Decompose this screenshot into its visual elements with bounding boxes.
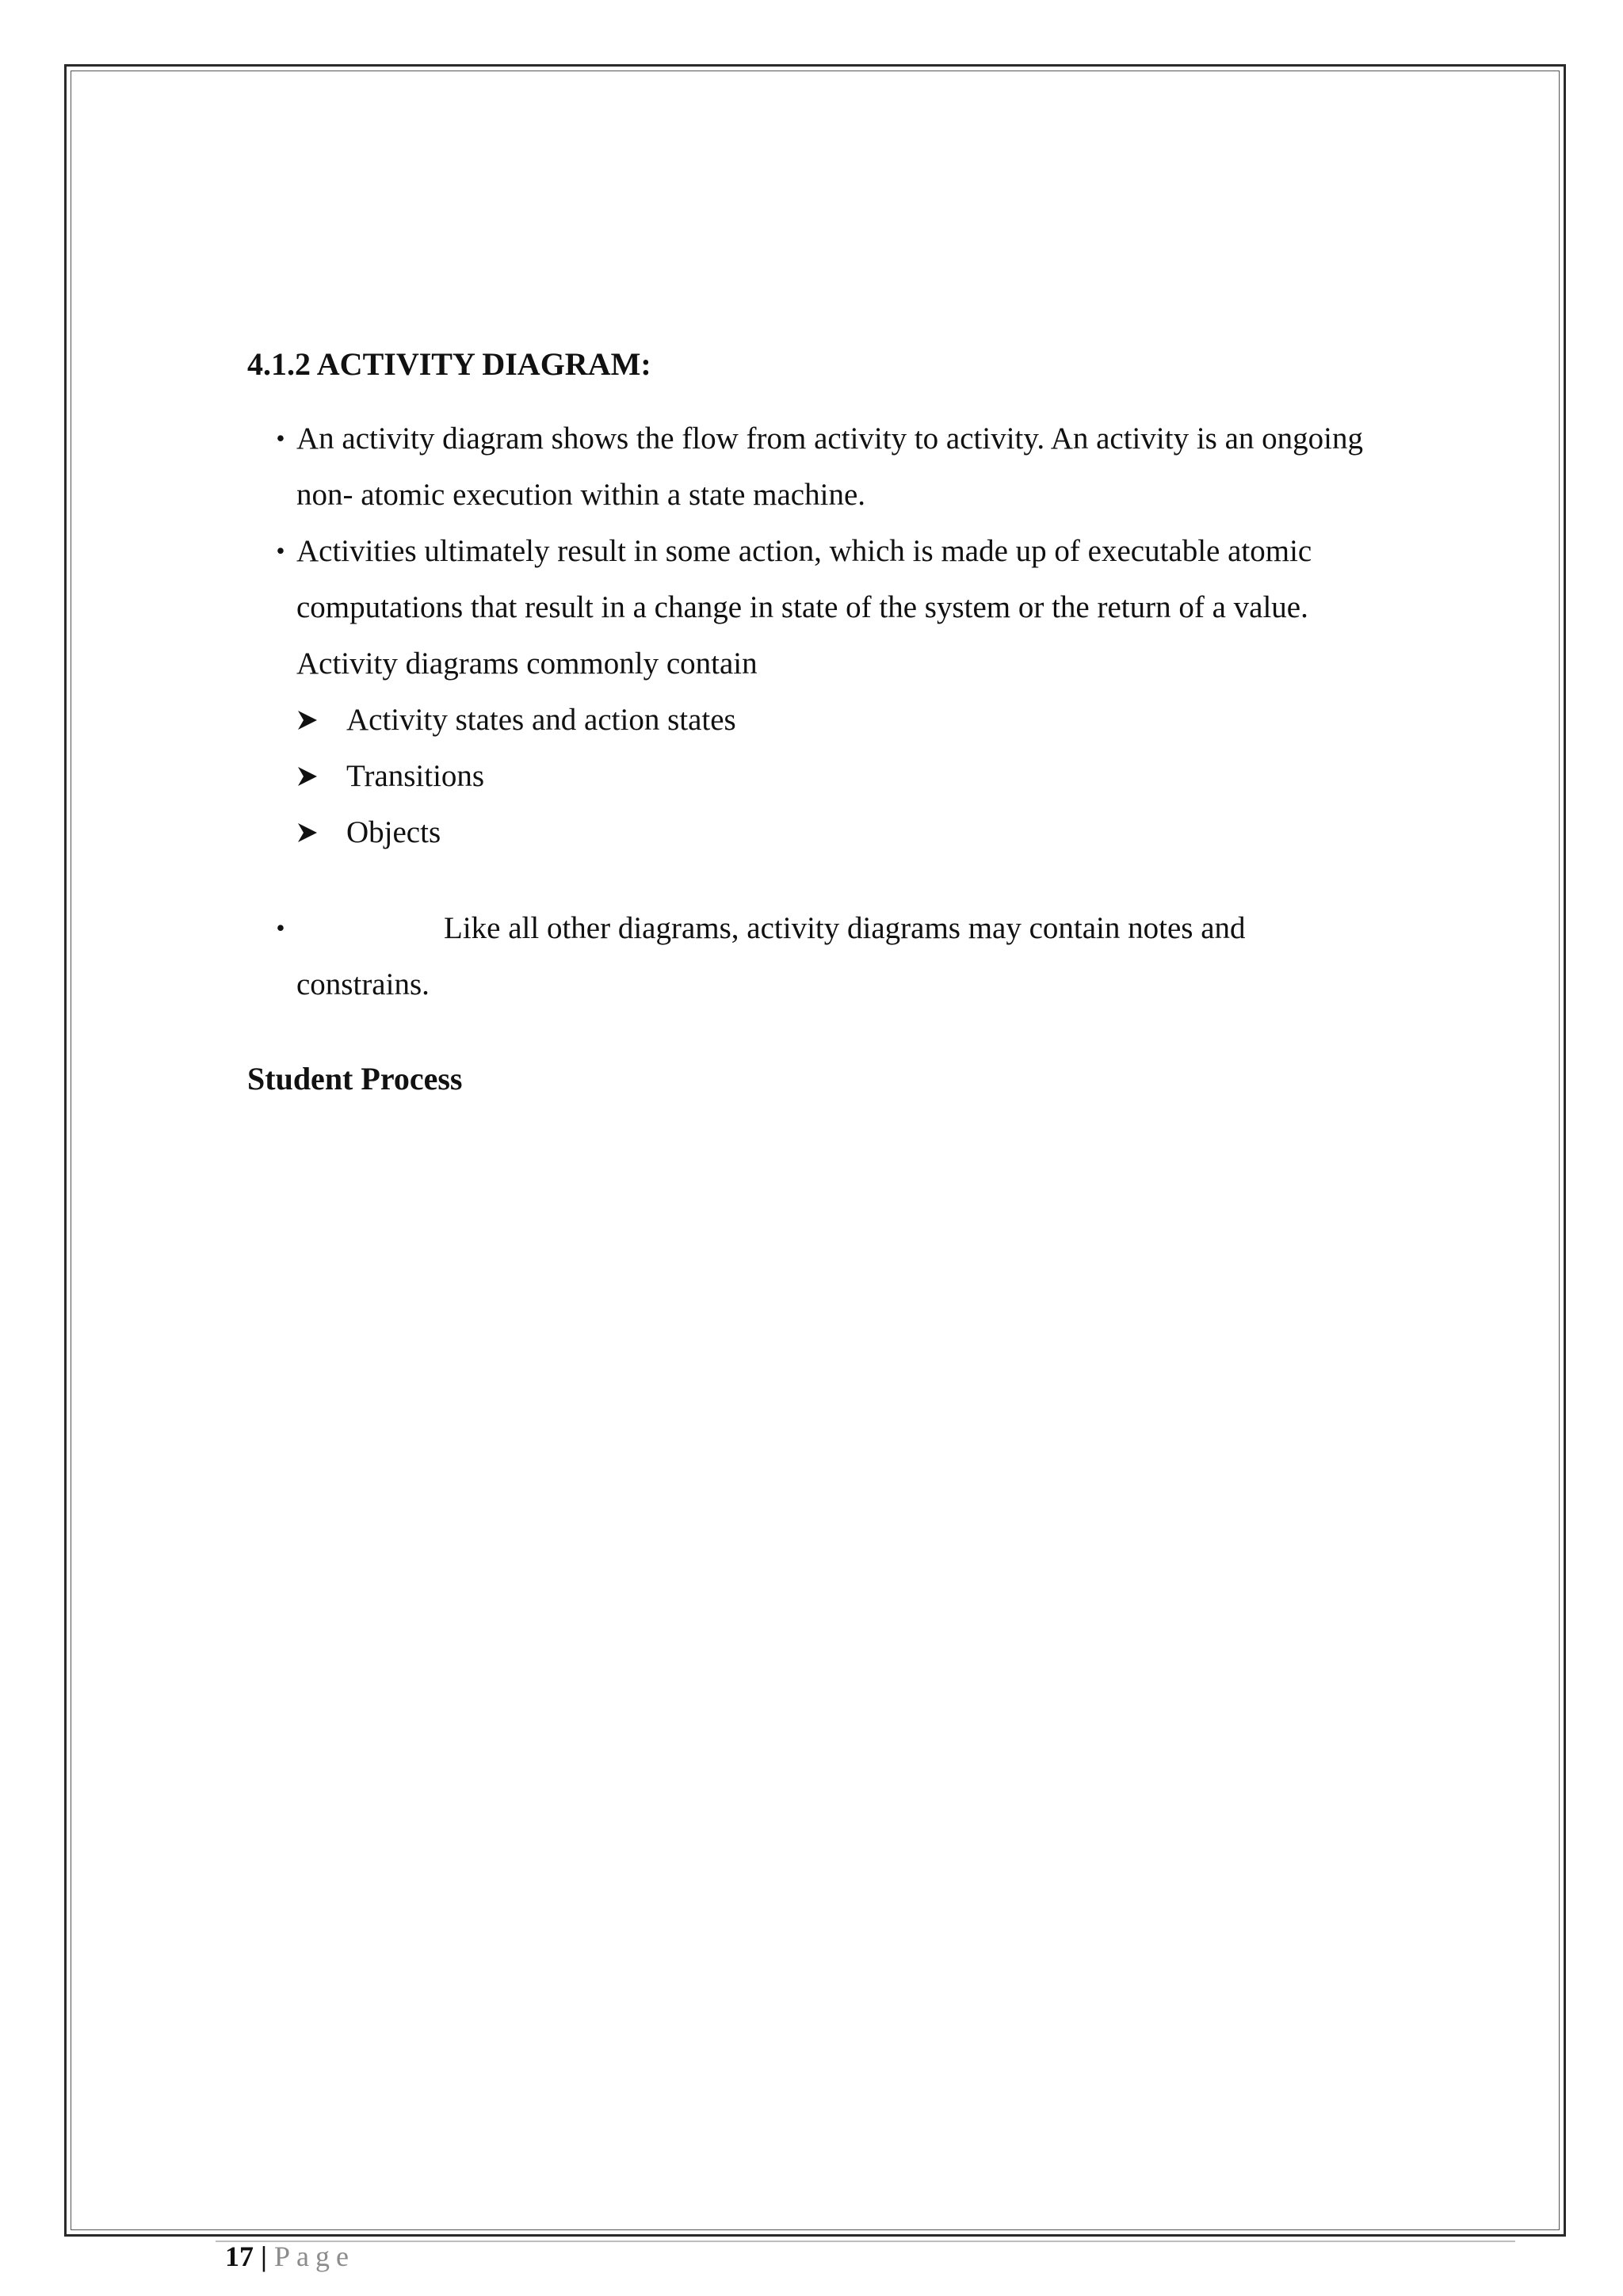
subheading-student-process: Student Process bbox=[247, 1061, 463, 1097]
page-separator: | bbox=[261, 2241, 267, 2272]
sub-item-label: Objects bbox=[346, 815, 441, 849]
arrowhead-bullet-icon bbox=[296, 822, 319, 844]
bullet-item-2 bbox=[247, 523, 1452, 692]
section-heading: 4.1.2 ACTIVITY DIAGRAM: bbox=[247, 346, 651, 382]
page-footer bbox=[225, 2239, 355, 2274]
page-number: 17 bbox=[225, 2241, 254, 2272]
bullet-3-line-1-text: Like all other diagrams, activity diagrams may contain notes and bbox=[444, 911, 1246, 945]
bullet-3-line-1 bbox=[296, 900, 1452, 956]
sub-bullet-list bbox=[247, 692, 1452, 860]
sub-item-transitions bbox=[247, 748, 1452, 804]
bullet-dot-icon: • bbox=[276, 536, 285, 565]
sub-item-objects bbox=[247, 804, 1452, 860]
bullet-2-line-3: Activity diagrams commonly contain bbox=[296, 646, 758, 681]
footer-rule bbox=[216, 2241, 1515, 2242]
page-content bbox=[247, 342, 1452, 1101]
arrowhead-bullet-icon bbox=[296, 765, 319, 788]
sub-item-activity-states bbox=[247, 692, 1452, 748]
bullet-2-line-1: Activities ultimately result in some action, which is made up of executable atomic bbox=[296, 534, 1312, 568]
spacer bbox=[247, 860, 1452, 900]
bullet-item-1 bbox=[247, 410, 1452, 523]
sub-item-label: Activity states and action states bbox=[346, 703, 736, 737]
bullet-1-line-1: An activity diagram shows the flow from activity to activity. An activity is an ongoing bbox=[296, 421, 1363, 456]
bullet-2-line-2: computations that result in a change in state of the system or the return of a value. bbox=[296, 590, 1308, 624]
bullet-item-3 bbox=[247, 900, 1452, 1013]
bullet-dot-icon: • bbox=[276, 913, 285, 942]
arrowhead-bullet-icon bbox=[296, 709, 319, 731]
page-label: Page bbox=[273, 2241, 355, 2272]
bullet-dot-icon: • bbox=[276, 424, 285, 452]
bullet-1-line-2: non- atomic execution within a state machine. bbox=[296, 478, 866, 512]
bullet-3-line-2: constrains. bbox=[296, 967, 430, 1001]
sub-item-label: Transitions bbox=[346, 759, 485, 793]
